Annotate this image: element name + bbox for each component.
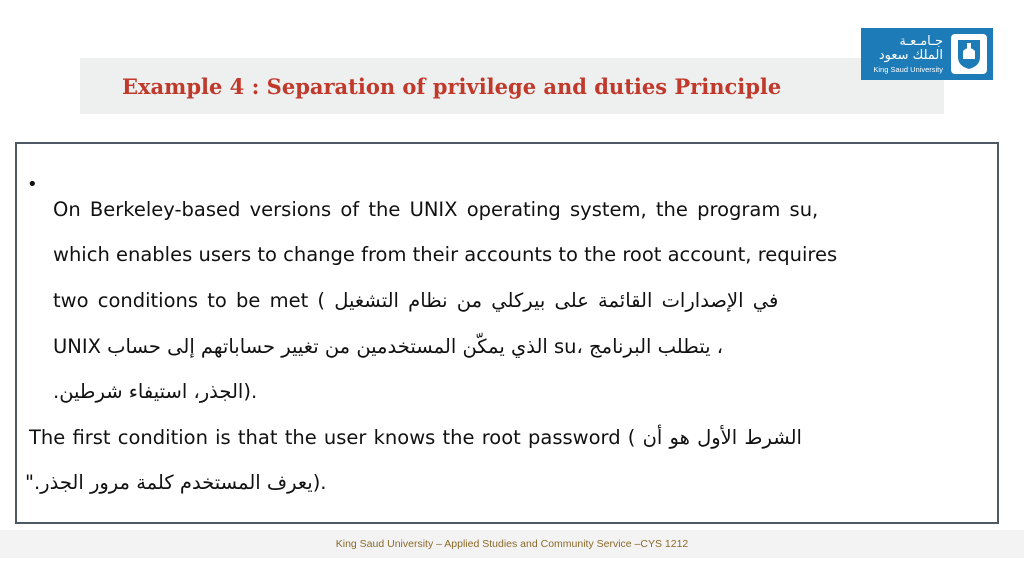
logo-text [867,35,951,74]
logo-arabic-line1: جـامـعـة [899,33,943,49]
logo-english: King Saud University [873,64,943,74]
logo-arabic-line2: الملك سعود [878,47,943,63]
content-box [15,142,999,524]
content-line: which enables users to change from their accounts to the root account, requires [53,243,838,266]
content-line: The first condition is that the user knows the root password ( الشرط الأول هو أن [29,426,802,449]
university-emblem-icon [951,34,987,74]
page-title: Example 4 : Separation of privilege and duties Principle [122,73,782,99]
content-line: On Berkeley-based versions of the UNIX operating system, the program su, [53,198,819,221]
content-line: UNIX الذي يمكّن المستخدمين من تغيير حساباتهم إلى حساب su، يتطلب البرنامج ، [53,335,724,358]
university-logo [861,28,993,80]
bullet-icon: • [27,174,38,195]
footer-text: King Saud University – Applied Studies and Community Service –CYS 1212 [335,538,689,550]
content-line: ".يعرف المستخدم كلمة مرور الجذر). [25,471,327,494]
content-line: .الجذر، استيفاء شرطين). [53,380,258,403]
title-bar [80,58,944,114]
content-line: two conditions to be met ( في الإصدارات القائمة على بيركلي من نظام التشغيل [53,289,779,312]
footer [0,530,1024,558]
